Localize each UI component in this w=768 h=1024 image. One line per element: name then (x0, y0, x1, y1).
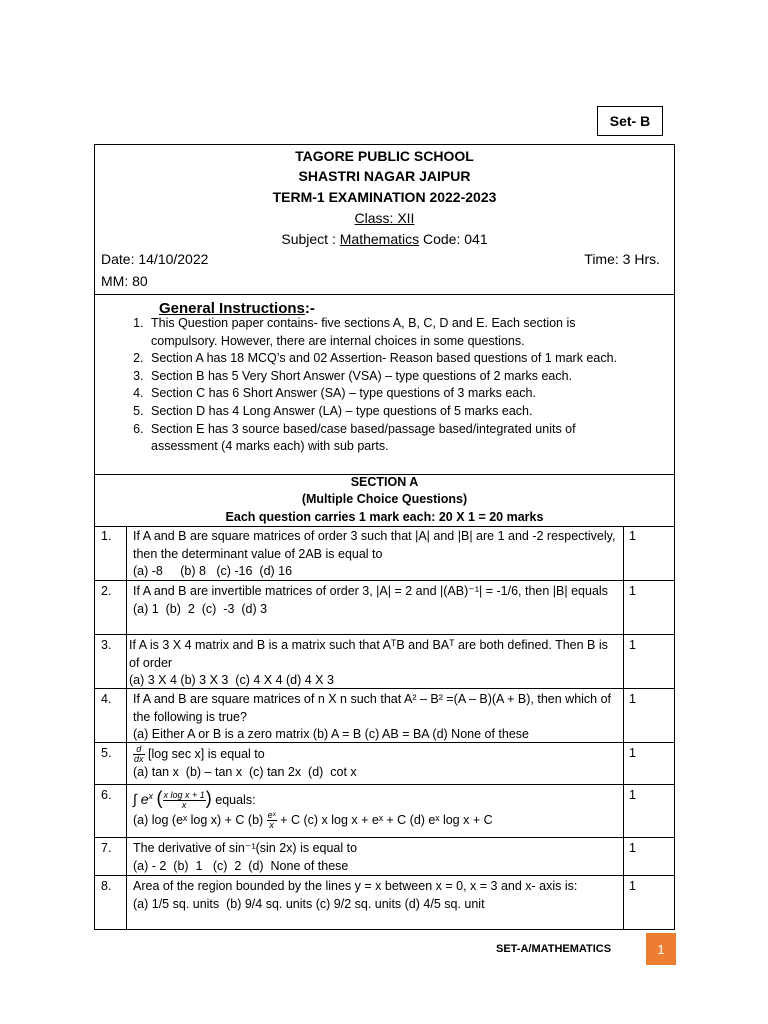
question-marks: 1 (629, 529, 636, 543)
question-row-3 (95, 635, 674, 689)
question-options: (a) 1/5 sq. units (b) 9/4 sq. units (c) 9/2 sq. units (d) 4/5 sq. unit (133, 896, 485, 911)
question-paper-frame (94, 144, 675, 930)
general-instructions (95, 294, 674, 475)
derivative-fraction: $\frac{d}{dx}$ (134, 744, 144, 764)
question-number: 4. (101, 692, 112, 706)
question-number: 8. (101, 879, 112, 893)
section-a-subtitle: (Multiple Choice Questions) (301, 492, 468, 507)
subject-line (95, 231, 674, 247)
question-number: 5. (101, 746, 112, 760)
instruction-item: 4. Section C has 6 Short Answer (SA) – type questions of 3 marks each. (147, 385, 637, 403)
school-name: TAGORE PUBLIC SCHOOL (295, 148, 474, 164)
instruction-item: 2. Section A has 18 MCQ’s and 02 Assertion- Reason based questions of 1 mark each. (147, 350, 637, 368)
question-text: $\frac{d}{dx}$ [log sec x] is equal to (134, 744, 265, 764)
exam-time: Time: 3 Hrs. (584, 251, 660, 267)
question-text: If A and B are square matrices of order 3 such that |A| and |B| are 1 and -2 respectively, then the determinant value of 2AB is equal to (133, 529, 616, 561)
question-options: (a) Either A or B is a zero matrix (b) A = B (c) AB = BA (d) None of these (133, 727, 530, 742)
subject-prefix: Subject : (281, 231, 340, 247)
question-text: If A is 3 X 4 matrix and B is a matrix such that AᵀB and BAᵀ are both defined. Then B is of order (129, 638, 608, 670)
section-a-header (95, 474, 674, 527)
question-marks: 1 (629, 841, 636, 855)
question-number: 7. (101, 841, 112, 855)
question-number: 2. (101, 584, 112, 598)
question-options: (a) -8 (b) 8 (c) -16 (d) 16 (133, 564, 293, 579)
integrand-fraction: $\frac{\text{x log x + 1}}{x}$ (163, 790, 205, 811)
instruction-item: 3. Section B has 5 Very Short Answer (VSA) – type questions of 2 marks each. (147, 368, 637, 386)
page-number-badge (646, 933, 676, 965)
subject-name: Mathematics (339, 231, 420, 247)
question-row-1 (95, 526, 674, 581)
exam-date: Date: 14/10/2022 (101, 251, 209, 267)
question-row-7 (95, 838, 674, 876)
question-number: 3. (101, 638, 112, 652)
section-a-marks: Each question carries 1 mark each: 20 X 1 = 20 marks (225, 509, 544, 524)
section-a-title: SECTION A (350, 475, 419, 489)
page-number: 1 (657, 941, 665, 957)
question-marks: 1 (629, 584, 636, 598)
question-text: If A and B are invertible matrices of order 3, |A| = 2 and |(AB)⁻¹| = -1/6, then |B| equals (133, 584, 608, 598)
question-options: (a) tan x (b) – tan x (c) tan 2x (d) cot x (133, 765, 357, 779)
instruction-item: 6. Section E has 3 source based/case based/passage based/integrated units of assessment (4 marks each) with sub parts. (147, 421, 637, 456)
exam-title: TERM-1 EXAMINATION 2022-2023 (272, 189, 497, 205)
class-label (95, 210, 674, 226)
max-marks: MM: 80 (101, 273, 148, 289)
instruction-item: 1. This Question paper contains- five sections A, B, C, D and E. Each section is compulsory. However, there are internal choices in some questions. (147, 315, 637, 350)
set-label-box (597, 106, 663, 136)
question-options: (a) - 2 (b) 1 (c) 2 (d) None of these (133, 858, 349, 873)
question-options: (a) 3 X 4 (b) 3 X 3 (c) 4 X 4 (d) 4 X 3 (129, 673, 334, 688)
question-marks: 1 (629, 788, 636, 802)
question-marks: 1 (629, 638, 636, 652)
question-text: If A and B are square matrices of n X n such that A² – B² =(A – B)(A + B), then which of the following is true? (133, 692, 612, 724)
footer-label: SET-A/MATHEMATICS (496, 943, 612, 955)
school-address: SHASTRI NAGAR JAIPUR (298, 168, 471, 184)
question-row-5 (95, 743, 674, 785)
question-number: 1. (101, 529, 112, 543)
question-row-8 (95, 876, 674, 930)
question-text: Area of the region bounded by the lines y = x between x = 0, x = 3 and x- axis is: (133, 879, 578, 893)
question-text: The derivative of sin⁻¹(sin 2x) is equal to (133, 841, 358, 855)
set-label: Set- B (609, 113, 651, 129)
question-options: (a) 1 (b) 2 (c) -3 (d) 3 (133, 601, 268, 616)
class-text: Class: XII (354, 210, 415, 226)
question-number: 6. (101, 788, 112, 802)
question-marks: 1 (629, 879, 636, 893)
instructions-list (95, 315, 637, 456)
instructions-title: General Instructions:- (159, 300, 315, 317)
subject-code: Code: 041 (419, 231, 488, 247)
question-marks: 1 (629, 746, 636, 760)
paper-header (95, 145, 674, 295)
instruction-item: 5. Section D has 4 Long Answer (LA) – type questions of 5 marks each. (147, 403, 637, 421)
question-row-4 (95, 689, 674, 743)
question-text: ∫ $e^x$ ( $\frac{\text{x log x + 1}}{x}$ ) equals: (133, 788, 256, 811)
question-marks: 1 (629, 692, 636, 706)
option-fraction: $\frac{\text{eˣ}}{x}$ (267, 810, 276, 831)
question-row-2 (95, 581, 674, 635)
question-options: (a) log (eˣ log x) + C (b) $\frac{\text{eˣ}}{x}$ + C (c) x log x + eˣ + C (d) eˣ log x + C (133, 810, 493, 831)
question-row-6 (95, 785, 674, 838)
